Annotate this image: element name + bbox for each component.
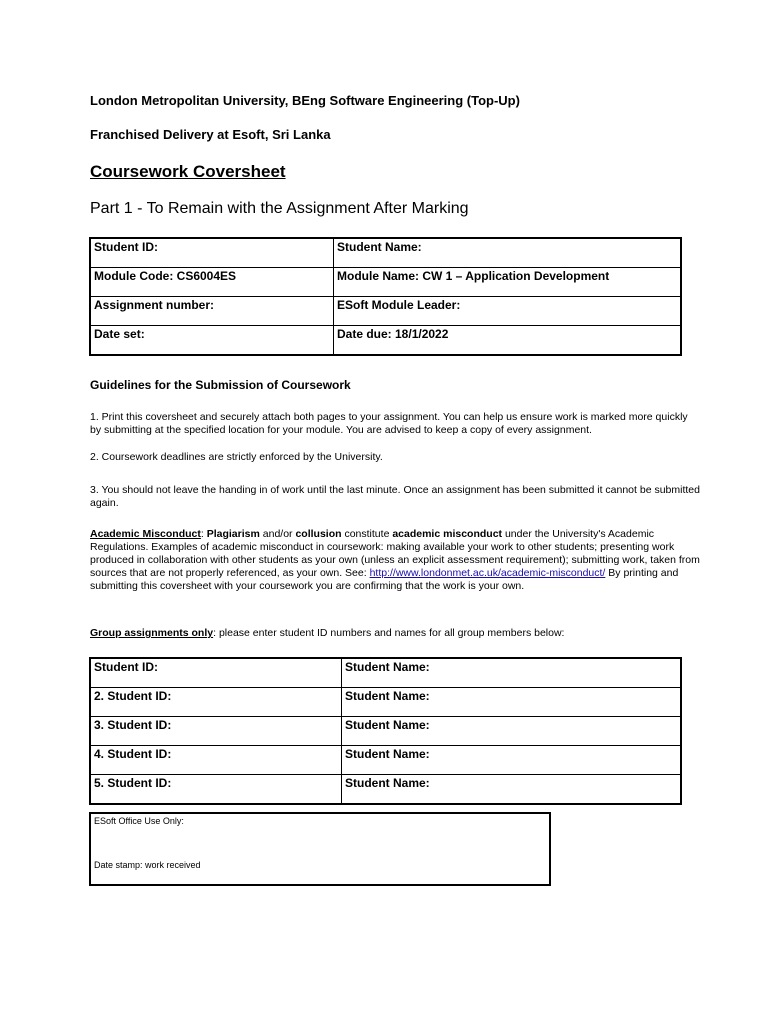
group-label: Group assignments only xyxy=(90,627,214,639)
date-due-cell: Date due: 18/1/2022 xyxy=(334,326,682,356)
misconduct-tail: By printing and submitting this coversheet with your coursework you are confirming that the work is your own. xyxy=(90,567,679,592)
group-student-name-cell: Student Name: xyxy=(342,775,682,805)
group-student-id-cell: 3. Student ID: xyxy=(90,717,342,746)
group-student-id-cell: 5. Student ID: xyxy=(90,775,342,805)
guideline-3: 3. You should not leave the handing in of work until the last minute. Once an assignment has been submitted it cannot be submitted again. xyxy=(90,484,700,509)
office-use-box xyxy=(89,812,551,886)
date-set-cell: Date set: xyxy=(90,326,334,356)
constitute-text: constitute xyxy=(341,528,393,540)
guideline-2: 2. Coursework deadlines are strictly enforced by the University. xyxy=(90,451,383,463)
module-code-cell: Module Code: CS6004ES xyxy=(90,268,334,297)
table-row xyxy=(90,297,681,326)
misconduct-body: under the University's Academic Regulations. Examples of academic misconduct in coursework: making available your work to other students; presenting work produced in collaboration with other students as your own (unless an explicit assessment requirement); submitting work, taken from sources that are not properly referenced, as your own. See: xyxy=(90,528,700,579)
plagiarism-term: Plagiarism xyxy=(206,528,260,540)
page-title: Coursework Coversheet xyxy=(90,162,286,181)
group-text: : please enter student ID numbers and names for all group members below: xyxy=(213,627,565,639)
group-student-name-cell: Student Name: xyxy=(342,746,682,775)
table-row xyxy=(90,746,681,775)
guideline-1: 1. Print this coversheet and securely attach both pages to your assignment. You can help us ensure work is marked more quickly by submitting at the specified location for your module. You are advised to keep a copy of every assignment. xyxy=(90,411,688,436)
student-name-cell: Student Name: xyxy=(334,238,682,268)
group-student-id-cell: 2. Student ID: xyxy=(90,688,342,717)
group-members-table xyxy=(89,657,682,805)
date-stamp-label: Date stamp: work received xyxy=(94,860,201,870)
table-row xyxy=(90,268,681,297)
part-heading: Part 1 - To Remain with the Assignment After Marking xyxy=(90,200,469,217)
module-leader-cell: ESoft Module Leader: xyxy=(334,297,682,326)
franchise-heading: Franchised Delivery at Esoft, Sri Lanka xyxy=(90,127,331,142)
student-id-cell: Student ID: xyxy=(90,238,334,268)
guidelines-heading: Guidelines for the Submission of Coursework xyxy=(90,378,351,392)
misconduct-link[interactable]: http://www.londonmet.ac.uk/academic-misconduct/ xyxy=(369,567,606,579)
and-or-text: and/or xyxy=(259,528,296,540)
office-use-label: ESoft Office Use Only: xyxy=(94,816,184,826)
assignment-number-cell: Assignment number: xyxy=(90,297,334,326)
collusion-term: collusion xyxy=(295,528,342,540)
group-student-name-cell: Student Name: xyxy=(342,717,682,746)
table-row xyxy=(90,658,681,688)
misconduct-colon: : xyxy=(200,528,207,540)
university-heading: London Metropolitan University, BEng Software Engineering (Top-Up) xyxy=(90,93,520,108)
group-student-id-cell: Student ID: xyxy=(90,658,342,688)
module-name-cell: Module Name: CW 1 – Application Development xyxy=(334,268,682,297)
table-row xyxy=(90,775,681,805)
table-row xyxy=(90,688,681,717)
academic-misconduct-term: academic misconduct xyxy=(392,528,503,540)
student-info-table xyxy=(89,237,682,356)
misconduct-paragraph xyxy=(90,528,700,593)
group-student-name-cell: Student Name: xyxy=(342,658,682,688)
table-row xyxy=(90,238,681,268)
group-note xyxy=(90,627,700,640)
group-student-id-cell: 4. Student ID: xyxy=(90,746,342,775)
group-student-name-cell: Student Name: xyxy=(342,688,682,717)
misconduct-label: Academic Misconduct xyxy=(90,528,201,540)
table-row xyxy=(90,717,681,746)
table-row xyxy=(90,326,681,356)
